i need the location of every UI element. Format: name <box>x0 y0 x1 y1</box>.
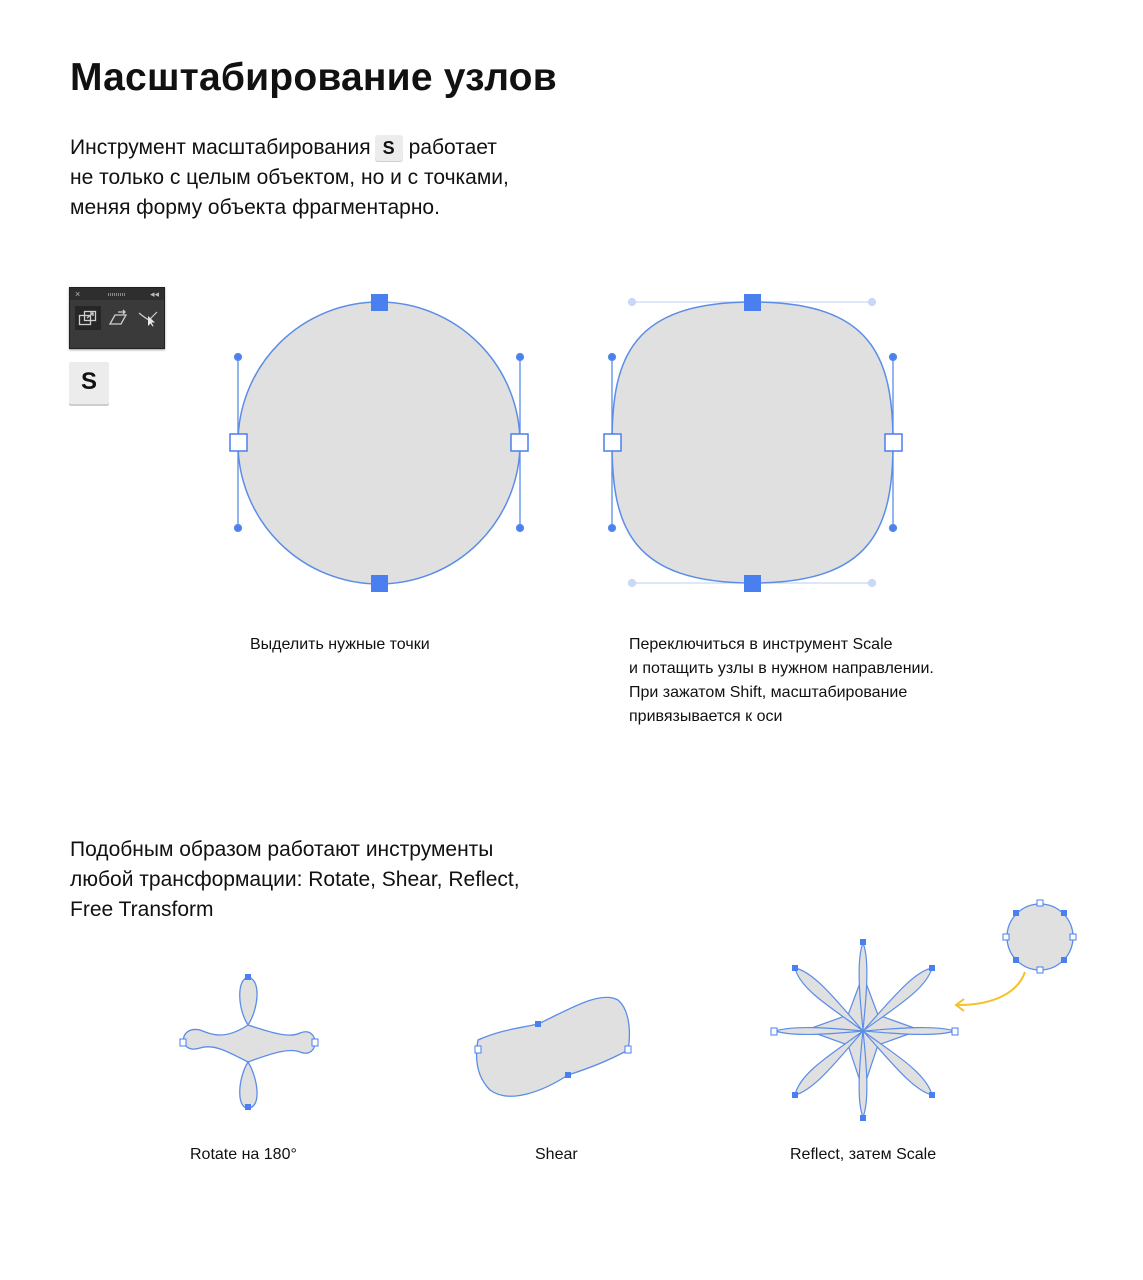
anchor-point-left[interactable] <box>604 434 621 451</box>
source-circle-shape <box>1003 900 1076 973</box>
anchor-point-bottom-selected[interactable] <box>744 575 761 592</box>
anchor-point-top-selected[interactable] <box>371 294 388 311</box>
anchor-point-left[interactable] <box>230 434 247 451</box>
scaled-squircle <box>604 294 902 592</box>
transform-tools-paragraph <box>70 835 590 925</box>
caption-line: Переключиться в инструмент Scale <box>629 636 893 653</box>
reflect-scale-star-shape <box>771 939 958 1121</box>
caption-line: При зажатом Shift, масштабирование <box>629 684 908 701</box>
caption-select-points: Выделить нужные точки <box>250 636 430 653</box>
key-s-badge: S <box>375 135 403 161</box>
label-rotate: Rotate на 180° <box>190 1146 297 1163</box>
shortcut-key-s: S <box>69 362 109 404</box>
caption-line: и потащить узлы в нужном направлении. <box>629 660 934 677</box>
paragraph-line-3: Free Transform <box>70 898 214 921</box>
anchor-point-right[interactable] <box>885 434 902 451</box>
label-shear: Shear <box>535 1146 578 1163</box>
paragraph-line-1: Подобным образом работают инструменты <box>70 838 494 861</box>
intro-line-3: меняя форму объекта фрагментарно. <box>70 196 440 219</box>
squircle-shape <box>612 302 893 583</box>
caption-scale-instructions <box>629 633 934 729</box>
intro-text-before-key: Инструмент масштабирования <box>70 136 371 159</box>
page-title: Масштабирование узлов <box>70 56 557 99</box>
paragraph-line-2: любой трансформации: Rotate, Shear, Reflect, <box>70 868 520 891</box>
arrow-icon <box>956 972 1025 1011</box>
shear-example-shape <box>475 997 631 1096</box>
close-icon[interactable]: × <box>75 289 81 299</box>
collapse-icon[interactable]: ◂◂ <box>149 289 159 299</box>
selected-points-circle <box>230 294 528 592</box>
anchor-point-top-selected[interactable] <box>744 294 761 311</box>
label-reflect-scale: Reflect, затем Scale <box>790 1146 937 1163</box>
anchor-point-right[interactable] <box>511 434 528 451</box>
circle-shape <box>238 302 520 584</box>
intro-text-after-key: работает <box>408 136 497 159</box>
rotate-example-shape <box>180 974 318 1110</box>
intro-line-2: не только с целым объектом, но и с точками, <box>70 166 509 189</box>
caption-line: привязывается к оси <box>629 708 783 725</box>
anchor-point-bottom-selected[interactable] <box>371 575 388 592</box>
